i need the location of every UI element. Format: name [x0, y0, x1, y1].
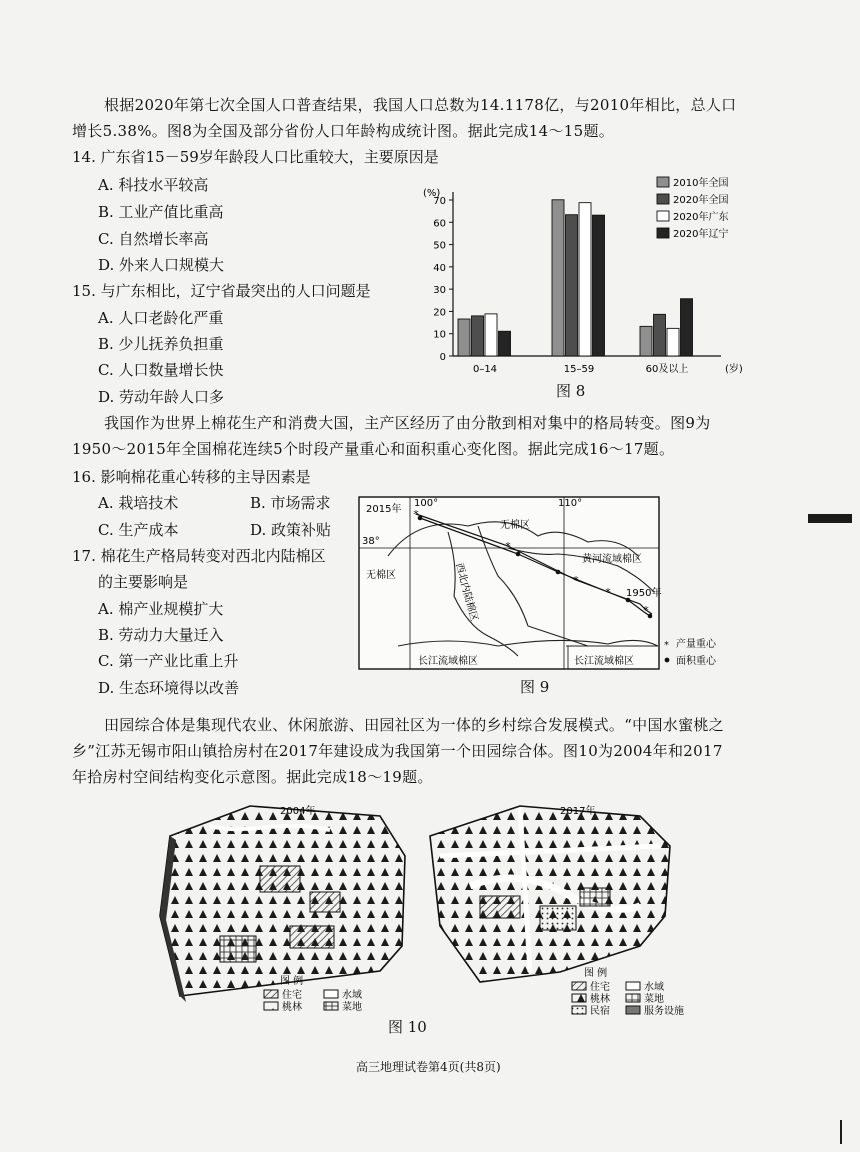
label-yangtze-region-1: 长江流域棉区	[418, 656, 478, 667]
legend-right-housing: 住宅	[590, 982, 610, 993]
intro-paragraph-1-line-1: 根据2020年第七次全国人口普查结果，我国人口总数为14.1178亿，与2010年相比，总人口	[104, 96, 737, 114]
x-axis-unit: (岁)	[725, 364, 743, 375]
bar-2-2	[667, 328, 679, 356]
svg-text:*: *	[505, 540, 511, 553]
question-16-option-a: A. 栽培技术	[98, 494, 179, 512]
figure-8-caption: 图 8	[556, 382, 586, 400]
intro-paragraph-3-line-1: 田园综合体是集现代农业、休闲旅游、田园社区为一体的乡村综合发展模式。“中国水蜜桃之	[104, 716, 724, 734]
question-17-option-c: C. 第一产业比重上升	[98, 652, 239, 670]
svg-text:*: *	[605, 586, 611, 599]
bar-3-0	[499, 331, 511, 356]
question-16-option-b: B. 市场需求	[250, 494, 331, 512]
svg-text:*: *	[664, 640, 669, 651]
question-16-option-d: D. 政策补贴	[250, 521, 332, 539]
question-16-option-c: C. 生产成本	[98, 521, 179, 539]
svg-text:*: *	[573, 574, 579, 587]
legend-right-vegetable: 菜地	[644, 994, 664, 1005]
question-14-option-a: A. 科技水平较高	[98, 176, 209, 194]
intro-paragraph-3-line-3: 年拾房村空间结构变化示意图。据此完成18～19题。	[72, 768, 433, 786]
question-15-stem: 15. 与广东相比，辽宁省最突出的人口问题是	[72, 282, 371, 300]
map-2017-year: 2017年	[560, 806, 596, 817]
legend-swatch-1	[657, 194, 669, 204]
housing-block	[310, 892, 340, 912]
intro-paragraph-2-line-1: 我国作为世界上棉花生产和消费大国，主产区经历了由分散到相对集中的格局转变。图9为	[104, 414, 711, 432]
intro-paragraph-2-line-2: 1950～2015年全国棉花连续5个时段产量重心和面积重心变化图。据此完成16～17题。	[72, 440, 675, 458]
label-lon-100: 100°	[414, 498, 439, 509]
legend-swatch-2	[657, 211, 669, 221]
x-tick-label: 15–59	[563, 364, 595, 375]
label-no-cotton-north: 无棉区	[500, 520, 530, 531]
scan-side-mark	[808, 514, 852, 523]
vegetable-field	[220, 936, 256, 962]
bar-3-2	[681, 299, 693, 356]
legend-right-water: 水域	[644, 982, 664, 993]
legend-left-vegetable: 菜地	[342, 1002, 362, 1013]
legend-left-title: 图 例	[280, 976, 304, 987]
question-17-option-b: B. 劳动力大量迁入	[98, 626, 224, 644]
question-14-option-c: C. 自然增长率高	[98, 230, 209, 248]
svg-text:*: *	[643, 604, 649, 617]
figure-8-chart	[405, 168, 743, 400]
label-lon-110: 110°	[558, 498, 583, 509]
y-tick-label: 10	[433, 329, 446, 341]
housing-block	[290, 926, 334, 948]
legend-right-title: 图 例	[584, 968, 608, 979]
legend-label-1: 2020年全国	[673, 195, 729, 206]
question-15-option-b: B. 少儿抚养负担重	[98, 335, 224, 353]
bar-3-1	[593, 215, 605, 356]
y-tick-label: 70	[433, 196, 446, 207]
legend-left-housing: 住宅	[282, 990, 302, 1001]
legend-swatch-0	[657, 177, 669, 187]
y-tick-label: 60	[433, 218, 446, 230]
bar-2-1	[579, 203, 591, 356]
y-tick-label: 30	[433, 285, 446, 297]
bar-0-0	[458, 319, 470, 356]
legend-swatch-3	[657, 228, 669, 238]
figure-9-map	[358, 496, 740, 672]
question-14-option-d: D. 外来人口规模大	[98, 256, 225, 274]
question-15-option-a: A. 人口老龄化严重	[98, 309, 224, 327]
x-tick-label: 0–14	[472, 364, 498, 375]
y-axis-unit: (%)	[423, 188, 441, 199]
y-tick-label: 40	[433, 262, 446, 274]
legend-label-0: 2010年全国	[673, 178, 729, 189]
label-lat-38: 38°	[362, 536, 380, 547]
question-14-stem: 14. 广东省15－59岁年龄段人口比重较大，主要原因是	[72, 148, 439, 166]
legend-right-homestay: 民宿	[590, 1006, 610, 1017]
label-no-cotton-west: 无棉区	[366, 570, 396, 581]
homestay-block	[540, 906, 576, 930]
label-1950: 1950年	[626, 588, 662, 599]
bar-2-0	[485, 314, 497, 356]
bar-1-2	[654, 314, 666, 356]
map-2004	[160, 804, 405, 1013]
page-footer: 高三地理试卷第4页(共8页)	[356, 1060, 501, 1074]
question-15-option-d: D. 劳动年龄人口多	[98, 388, 225, 406]
intro-paragraph-1-line-2: 增长5.38%。图8为全国及部分省份人口年龄构成统计图。据此完成14～15题。	[72, 122, 615, 140]
figure-10-caption: 图 10	[388, 1018, 427, 1036]
map-2004-year: 2004年	[280, 806, 316, 817]
question-17-stem-line-1: 17. 棉花生产格局转变对西北内陆棉区	[72, 547, 326, 565]
legend-label-3: 2020年辽宁	[673, 229, 729, 240]
legend-left-peach: 桃林	[282, 1002, 302, 1013]
label-northwest-region: 西北内陆棉区	[453, 561, 480, 623]
legend-right-peach: 桃林	[590, 994, 610, 1005]
legend-area-center: 面积重心	[676, 656, 716, 667]
y-tick-label: 0	[439, 352, 446, 363]
map-2017	[430, 804, 684, 1017]
vegetable-field	[580, 888, 610, 906]
bar-0-1	[552, 200, 564, 356]
bar-1-1	[566, 215, 578, 356]
question-16-stem: 16. 影响棉花重心转移的主导因素是	[72, 468, 311, 486]
question-14-option-b: B. 工业产值比重高	[98, 203, 224, 221]
housing-block	[480, 896, 520, 918]
housing-block	[260, 866, 300, 892]
intro-paragraph-3-line-2: 乡”江苏无锡市阳山镇拾房村在2017年建设成为我国第一个田园综合体。图10为2004年和2017	[72, 742, 723, 760]
y-tick-label: 50	[433, 240, 446, 252]
legend-label-2: 2020年广东	[673, 212, 729, 223]
bar-0-2	[640, 326, 652, 356]
question-17-option-d: D. 生态环境得以改善	[98, 679, 240, 697]
figure-10-maps	[140, 796, 710, 1026]
y-tick-label: 20	[433, 307, 446, 319]
question-17-option-a: A. 棉产业规模扩大	[98, 600, 224, 618]
x-tick-label: 60及以上	[645, 364, 689, 375]
scan-edge-mark	[840, 1120, 842, 1144]
question-15-option-c: C. 人口数量增长快	[98, 361, 224, 379]
legend-right-service: 服务设施	[644, 1006, 684, 1017]
label-yellow-river-region: 黄河流域棉区	[582, 554, 642, 565]
legend-production-center: 产量重心	[676, 639, 716, 650]
svg-text:*: *	[413, 508, 419, 521]
legend-left-water: 水域	[342, 990, 362, 1001]
bar-1-0	[472, 316, 484, 356]
figure-9-caption: 图 9	[520, 678, 550, 696]
label-2015: 2015年	[366, 504, 402, 515]
question-17-stem-line-2: 的主要影响是	[98, 573, 189, 591]
label-yangtze-region-2: 长江流域棉区	[574, 656, 634, 667]
